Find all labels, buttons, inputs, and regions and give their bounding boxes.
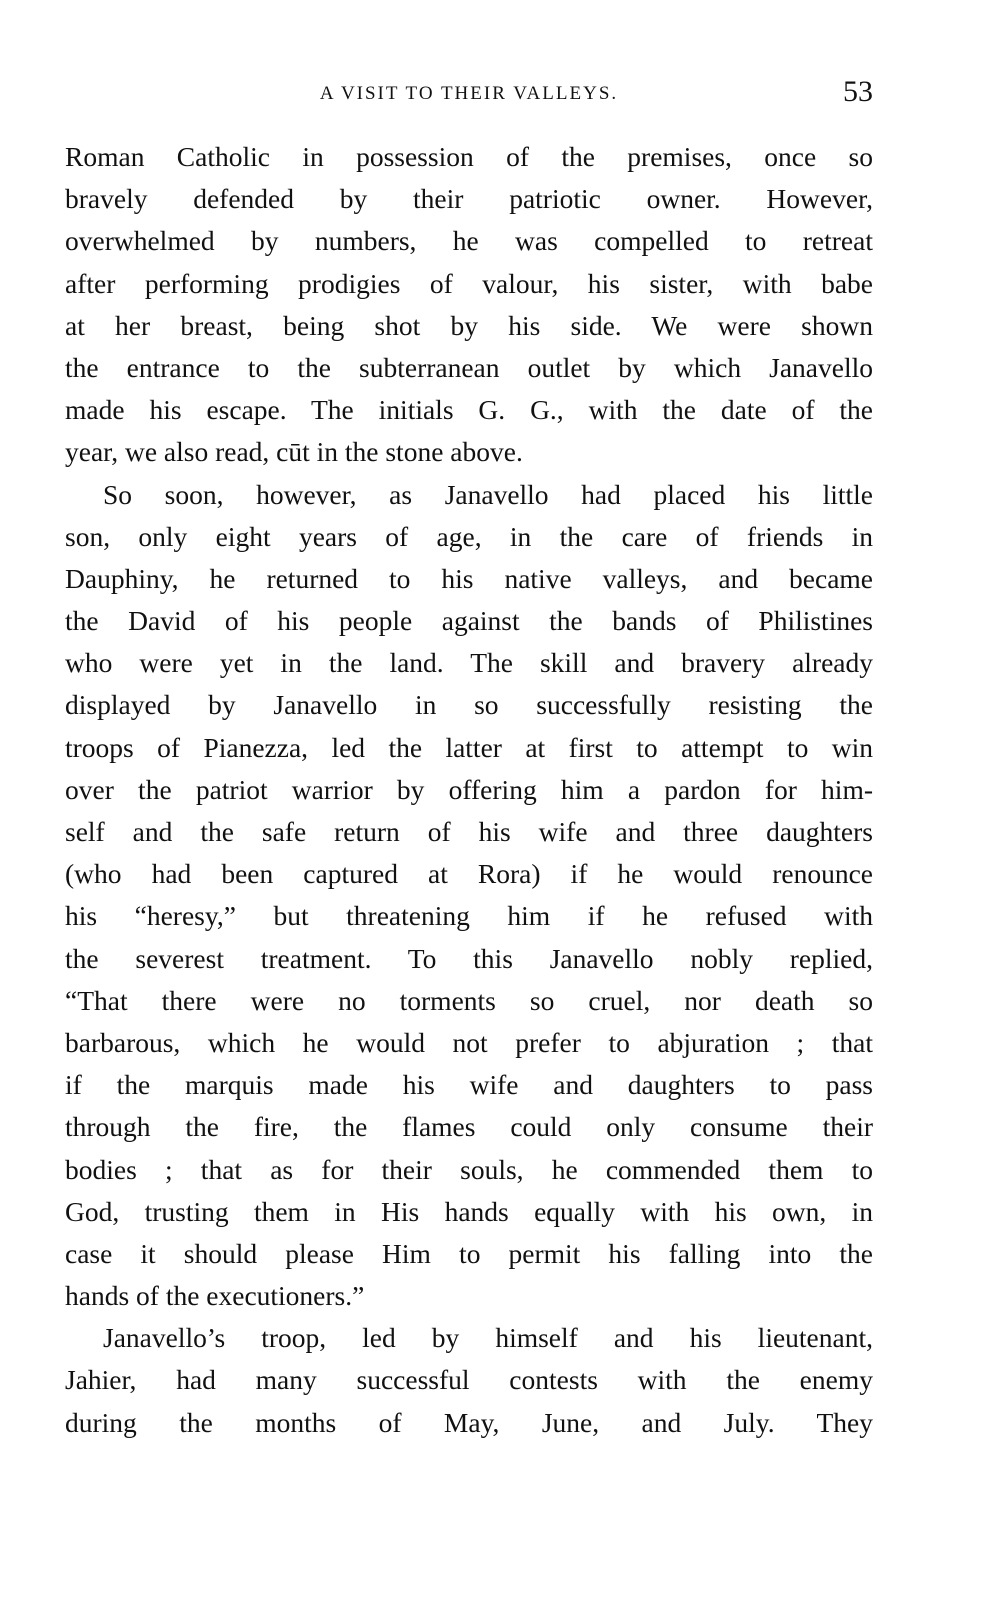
text-line: (who had been captured at Rora) if he would renounce (65, 858, 873, 890)
text-line: displayed by Janavello in so successfully resisting the (65, 689, 873, 721)
text-line: self and the safe return of his wife and three daughters (65, 816, 873, 847)
text-line: hands of the executioners.” (65, 1280, 365, 1312)
text-line: Dauphiny, he returned to his native valleys, and became (65, 562, 873, 594)
text-line: son, only eight years of age, in the care of friends in (65, 520, 873, 552)
text-line: “That there were no torments so cruel, nor death so (65, 984, 873, 1016)
text-line: through the fire, the flames could only consume their (65, 1111, 873, 1143)
text-line: troops of Pianezza, led the latter at first to attempt to win (65, 731, 873, 763)
text-line: case it should please Him to permit his falling into the (65, 1237, 873, 1269)
text-line: bodies ; that as for their souls, he commended them to (65, 1153, 873, 1185)
text-line: the David of his people against the bands of Philistines (65, 605, 873, 637)
text-line: So soon, however, as Janavello had placed his little (103, 478, 873, 510)
text-line: during the months of May, June, and July. They (65, 1406, 873, 1438)
page-header (65, 74, 873, 114)
text-line: the entrance to the subterranean outlet by which Janavello (65, 351, 873, 383)
text-line: overwhelmed by numbers, he was compelled to retreat (65, 225, 873, 257)
text-line: barbarous, which he would not prefer to abjuration ; that (65, 1026, 873, 1058)
text-line: after performing prodigies of valour, his sister, with babe (65, 267, 873, 299)
text-line: the severest treatment. To this Janavello nobly replied, (65, 942, 873, 974)
body-text (65, 136, 873, 1444)
text-line: if the marquis made his wife and daughters to pass (65, 1069, 873, 1101)
text-line: year, we also read, cūt in the stone above. (65, 436, 523, 468)
paragraph-2 (65, 474, 873, 1318)
paragraph-1 (65, 136, 873, 474)
text-line: God, trusting them in His hands equally with his own, in (65, 1195, 873, 1227)
text-line: Janavello’s troop, led by himself and his lieutenant, (103, 1322, 873, 1354)
text-line: at her breast, being shot by his side. We were shown (65, 309, 873, 341)
text-line: made his escape. The initials G. G., with the date of the (65, 394, 873, 426)
paragraph-3 (65, 1317, 873, 1444)
text-line: Roman Catholic in possession of the premises, once so (65, 141, 873, 172)
text-line: his “heresy,” but threatening him if he refused with (65, 900, 873, 932)
running-head: A VISIT TO THEIR VALLEYS. (319, 83, 619, 104)
text-line: bravely defended by their patriotic owner. However, (65, 183, 873, 215)
text-line: Jahier, had many successful contests with the enemy (65, 1364, 873, 1396)
page-number: 53 (843, 75, 873, 108)
text-line: over the patriot warrior by offering him a pardon for him- (65, 773, 873, 805)
text-line: who were yet in the land. The skill and bravery already (65, 647, 873, 679)
